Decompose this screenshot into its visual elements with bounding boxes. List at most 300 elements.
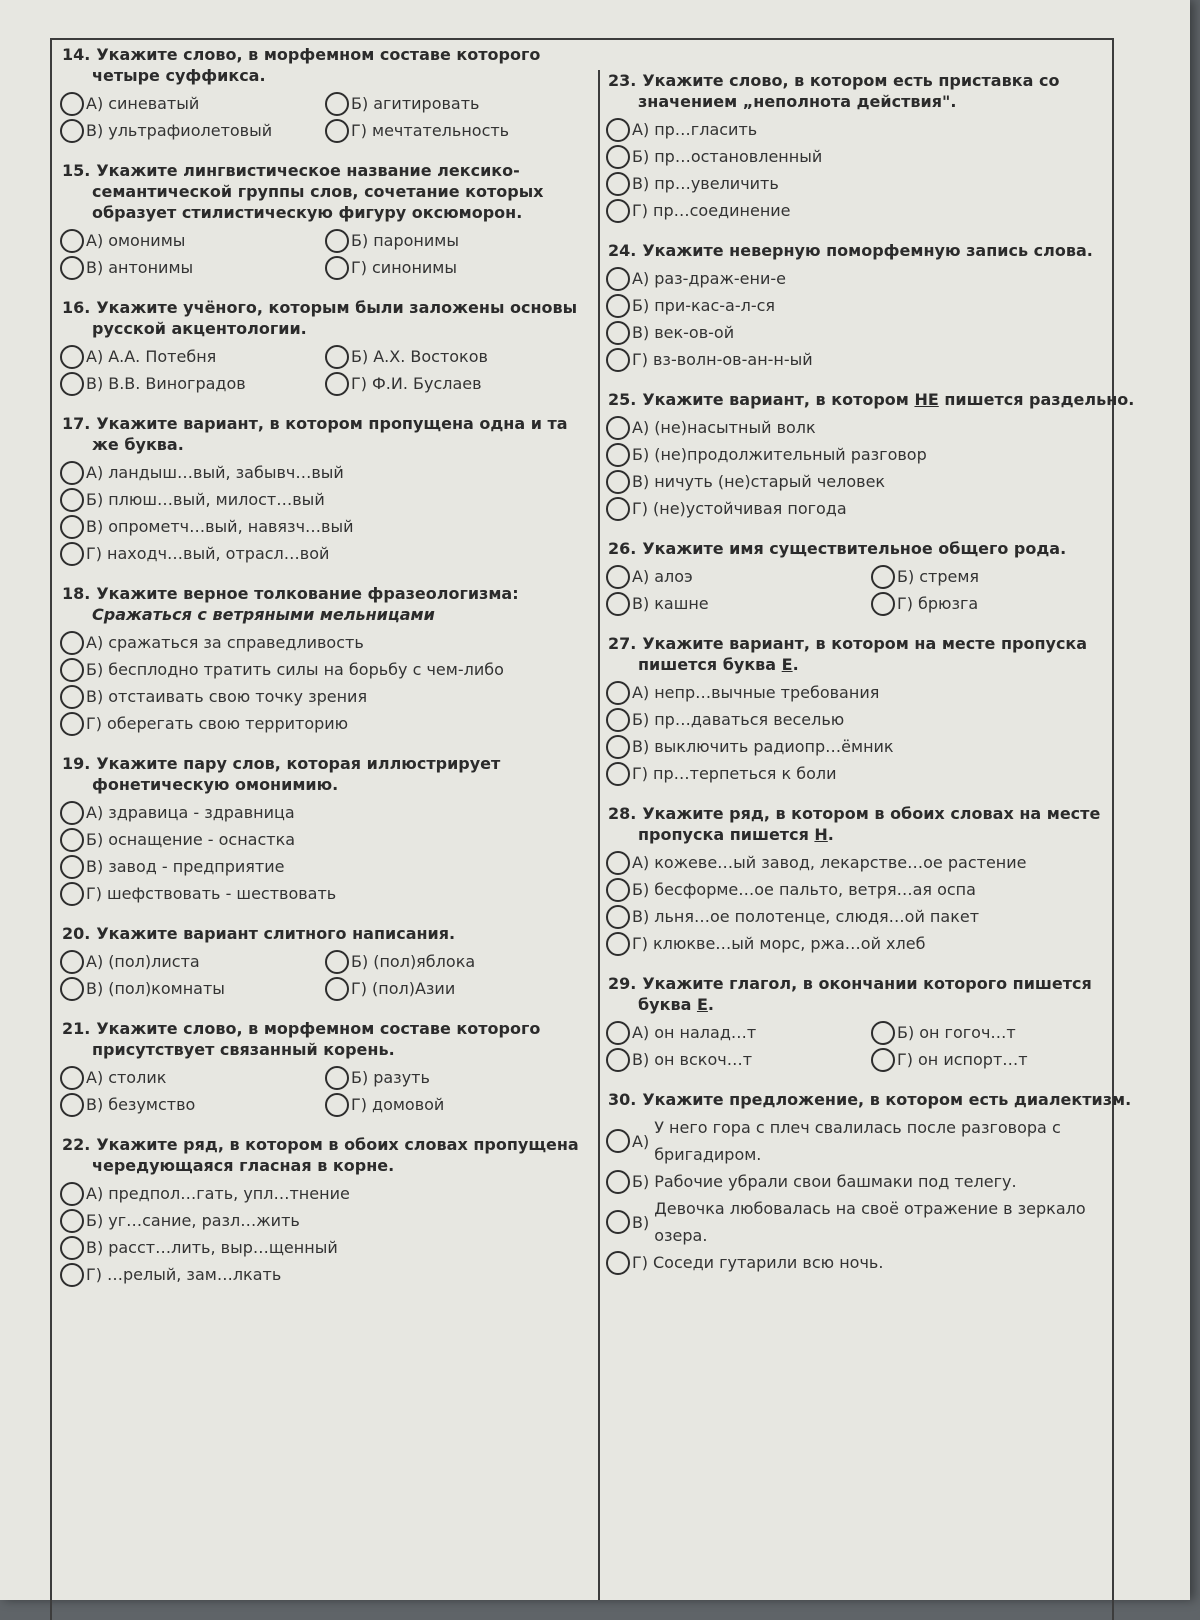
answer-option[interactable] [606,563,871,590]
answer-option[interactable] [606,116,1136,143]
question-number: 24. [608,241,637,260]
radio-circle-icon[interactable] [606,708,630,732]
question-prompt: Укажите слово, в морфемном составе которого четыре суффикса. [92,45,541,85]
radio-circle-icon[interactable] [606,470,630,494]
option-letter: В) [632,1050,650,1069]
answer-option[interactable] [325,948,590,975]
answer-option[interactable] [606,265,1136,292]
answer-option[interactable] [606,706,1136,733]
answer-option[interactable] [325,370,590,397]
option-text: выключить радиопр…ёмник [654,737,894,756]
option-text: …релый, зам…лкать [107,1265,282,1284]
radio-circle-icon[interactable] [606,1048,630,1072]
answer-option[interactable] [606,679,1136,706]
question-prompt: Укажите глагол, в окончании которого пишется буква [638,974,1092,1014]
option-text: (пол)листа [108,952,200,971]
question-29 [606,973,1136,1073]
question-prompt: Укажите неверную поморфемную запись слова. [642,241,1093,260]
question-text [60,753,590,795]
answer-option[interactable] [606,590,871,617]
radio-circle-icon[interactable] [606,348,630,372]
question-number: 16. [62,298,91,317]
option-letter: В) [86,1095,104,1114]
option-text: столик [108,1068,167,1087]
option-letter: А) [86,463,104,482]
radio-circle-icon[interactable] [60,658,84,682]
option-letter: Б) [351,231,369,250]
radio-circle-icon[interactable] [60,685,84,709]
question-text [606,389,1136,410]
question-prompt: Укажите вариант, в котором на месте пропуска пишется буква [638,634,1088,674]
radio-circle-icon[interactable] [606,1251,630,1275]
question-text [606,70,1136,112]
question-prompt: Укажите ряд, в котором в обоих словах пропущена чередующаяся гласная в корне. [92,1135,579,1175]
option-text: завод - предприятие [108,857,285,876]
radio-circle-icon[interactable] [325,229,349,253]
question-number: 20. [62,924,91,943]
answer-option[interactable] [606,1046,871,1073]
option-letter: В) [86,979,104,998]
answer-option[interactable] [60,343,325,370]
answer-option[interactable] [325,1064,590,1091]
radio-circle-icon[interactable] [60,950,84,974]
option-text: антонимы [108,258,194,277]
answer-option[interactable] [606,733,1136,760]
radio-circle-icon[interactable] [606,851,630,875]
radio-circle-icon[interactable] [606,1021,630,1045]
option-letter: Г) [897,1050,913,1069]
option-letter: А) [632,418,650,437]
radio-circle-icon[interactable] [325,256,349,280]
question-prompt: Укажите предложение, в котором есть диалектизм. [642,1090,1132,1109]
option-text: бесплодно тратить силы на борьбу с чем-либо [108,660,504,679]
option-text: (пол)комнаты [108,979,225,998]
radio-circle-icon[interactable] [60,1066,84,1090]
radio-circle-icon[interactable] [60,372,84,396]
option-letter: Г) [86,544,102,563]
question-number: 17. [62,414,91,433]
radio-circle-icon[interactable] [60,1236,84,1260]
radio-circle-icon[interactable] [325,1093,349,1117]
answer-option[interactable] [60,826,590,853]
option-text: (не)насытный волк [654,418,816,437]
option-letter: А) [86,347,104,366]
option-text: (не)продолжительный разговор [654,445,927,464]
question-text [606,803,1136,845]
option-letter: В) [86,1238,104,1257]
radio-circle-icon[interactable] [606,1210,630,1234]
option-text: (пол)Азии [372,979,456,998]
question-text [606,973,1136,1015]
option-letter: Б) [351,952,369,971]
question-prompt: Укажите вариант слитного написания. [96,924,456,943]
answer-option[interactable] [60,656,590,683]
radio-circle-icon[interactable] [60,801,84,825]
answer-option[interactable] [60,880,590,907]
radio-circle-icon[interactable] [606,267,630,291]
answer-option[interactable] [606,495,1136,522]
question-15 [60,160,590,281]
radio-circle-icon[interactable] [60,515,84,539]
radio-circle-icon[interactable] [606,681,630,705]
answer-options [606,679,1136,787]
option-text: раз-драж-ени-е [654,269,786,288]
option-letter: Б) [351,94,369,113]
question-prompt: Укажите имя существительное общего рода. [642,539,1067,558]
radio-circle-icon[interactable] [606,565,630,589]
option-letter: А) [86,1184,104,1203]
answer-option[interactable] [606,292,1136,319]
underlined-term: Н [814,825,828,844]
option-text: синеватый [108,94,200,113]
option-letter: В) [632,594,650,613]
answer-option[interactable] [871,1046,1136,1073]
question-18 [60,583,590,737]
radio-circle-icon[interactable] [60,1209,84,1233]
option-text: здравица - здравница [108,803,295,822]
radio-circle-icon[interactable] [60,828,84,852]
answer-option[interactable] [606,143,1136,170]
answer-option[interactable] [60,117,325,144]
question-number: 15. [62,161,91,180]
answer-options [60,343,590,397]
answer-option[interactable] [606,1019,871,1046]
question-20 [60,923,590,1002]
option-letter: Б) [86,1211,104,1230]
option-letter: Г) [632,201,648,220]
option-text: Соседи гутарили всю ночь. [653,1253,884,1272]
option-text: льня…ое полотенце, слюдя…ой пакет [654,907,980,926]
option-letter: А) [86,633,104,652]
answer-option[interactable] [606,903,1136,930]
answer-option[interactable] [606,414,1136,441]
option-text: мечтательность [372,121,510,140]
radio-circle-icon[interactable] [606,932,630,956]
answer-options [606,563,1136,617]
answer-option[interactable] [325,1091,590,1118]
option-text: кашне [654,594,709,613]
answer-option[interactable] [606,346,1136,373]
question-text [60,413,590,455]
option-letter: В) [86,857,104,876]
option-text: вз-волн-ов-ан-н-ый [653,350,813,369]
option-letter: Б) [351,1068,369,1087]
option-text: пр…увеличить [654,174,779,193]
option-letter: А) [632,567,650,586]
radio-circle-icon[interactable] [60,92,84,116]
question-text [60,1134,590,1176]
radio-circle-icon[interactable] [325,950,349,974]
option-letter: Б) [632,296,650,315]
option-text: пр…остановленный [654,147,823,166]
answer-option[interactable] [60,710,590,737]
answer-option[interactable] [606,319,1136,346]
left-column [60,44,590,1304]
answer-option[interactable] [60,1064,325,1091]
radio-circle-icon[interactable] [60,631,84,655]
right-column [606,70,1136,1292]
answer-option[interactable] [871,590,1136,617]
option-letter: Б) [897,1023,915,1042]
radio-circle-icon[interactable] [606,443,630,467]
radio-circle-icon[interactable] [606,497,630,521]
option-letter: Б) [632,710,650,729]
radio-circle-icon[interactable] [325,1066,349,1090]
question-prompt-end: пишется раздельно. [938,390,1135,409]
answer-option[interactable] [60,1261,590,1288]
radio-circle-icon[interactable] [871,1048,895,1072]
answer-option[interactable] [606,876,1136,903]
option-text: оберегать свою территорию [107,714,349,733]
radio-circle-icon[interactable] [606,118,630,142]
option-text: Девочка любовалась на своё отражение в зеркало озера. [654,1199,1086,1245]
option-text: пр…терпеться к боли [653,764,837,783]
option-text: агитировать [373,94,480,113]
question-prompt-end: . [792,655,799,674]
radio-circle-icon[interactable] [325,119,349,143]
radio-circle-icon[interactable] [60,1182,84,1206]
answer-options [60,629,590,737]
radio-circle-icon[interactable] [60,855,84,879]
question-number: 28. [608,804,637,823]
radio-circle-icon[interactable] [606,878,630,902]
question-prompt: Укажите вариант, в котором [642,390,915,409]
answer-option[interactable] [606,1195,1136,1249]
answer-option[interactable] [606,849,1136,876]
answer-option[interactable] [871,1019,1136,1046]
option-text: домовой [372,1095,445,1114]
question-number: 14. [62,45,91,64]
question-number: 25. [608,390,637,409]
question-30 [606,1089,1136,1276]
question-text [60,44,590,86]
question-prompt: Укажите верное толкование фразеологизма: [96,584,519,603]
answer-options [60,1064,590,1118]
option-text: Рабочие убрали свои башмаки под телегу. [654,1172,1017,1191]
answer-option[interactable] [606,197,1136,224]
answer-option[interactable] [325,254,590,281]
column-divider [598,70,600,1600]
answer-options [60,90,590,144]
question-number: 29. [608,974,637,993]
radio-circle-icon[interactable] [606,735,630,759]
answer-option[interactable] [606,468,1136,495]
option-letter: Б) [632,880,650,899]
radio-circle-icon[interactable] [606,592,630,616]
radio-circle-icon[interactable] [871,1021,895,1045]
question-number: 22. [62,1135,91,1154]
option-letter: Г) [351,121,367,140]
question-19 [60,753,590,907]
option-text: омонимы [108,231,186,250]
option-text: паронимы [373,231,459,250]
question-text [606,240,1136,261]
option-text: плюш…вый, милост…вый [108,490,325,509]
radio-circle-icon[interactable] [606,294,630,318]
answer-option[interactable] [325,90,590,117]
option-letter: А) [86,1068,104,1087]
question-text [60,297,590,339]
answer-option[interactable] [606,1114,1136,1168]
answer-option[interactable] [606,441,1136,468]
option-letter: Б) [897,567,915,586]
option-text: шефствовать - шествовать [107,884,337,903]
radio-circle-icon[interactable] [606,416,630,440]
option-letter: Г) [351,258,367,277]
option-text: ультрафиолетовый [108,121,273,140]
answer-option[interactable] [606,170,1136,197]
radio-circle-icon[interactable] [606,145,630,169]
radio-circle-icon[interactable] [60,542,84,566]
radio-circle-icon[interactable] [60,119,84,143]
underlined-term: НЕ [914,390,939,409]
option-letter: В) [632,472,650,491]
answer-option[interactable] [60,459,590,486]
answer-option[interactable] [60,948,325,975]
radio-circle-icon[interactable] [606,321,630,345]
option-letter: Б) [351,347,369,366]
option-text: А.Х. Востоков [373,347,488,366]
answer-option[interactable] [60,799,590,826]
answer-option[interactable] [60,540,590,567]
option-text: пр…соединение [653,201,791,220]
answer-option[interactable] [60,90,325,117]
question-24 [606,240,1136,373]
radio-circle-icon[interactable] [60,1263,84,1287]
question-22 [60,1134,590,1288]
option-text: клюкве…ый морс, ржа…ой хлеб [653,934,926,953]
answer-option[interactable] [60,1180,590,1207]
radio-circle-icon[interactable] [60,345,84,369]
option-letter: А) [86,803,104,822]
option-text: он испорт…т [918,1050,1028,1069]
option-letter: А) [86,94,104,113]
answer-option[interactable] [60,227,325,254]
radio-circle-icon[interactable] [606,1129,630,1153]
option-letter: Г) [897,594,913,613]
option-text: кожеве…ый завод, лекарстве…ое растение [654,853,1027,872]
option-letter: Б) [86,830,104,849]
question-text [606,1089,1136,1110]
answer-option[interactable] [60,370,325,397]
answer-option[interactable] [60,683,590,710]
radio-circle-icon[interactable] [60,1093,84,1117]
answer-option[interactable] [325,227,590,254]
option-text: бесформе…ое пальто, ветря…ая оспа [654,880,976,899]
question-14 [60,44,590,144]
option-letter: Г) [351,1095,367,1114]
answer-option[interactable] [60,486,590,513]
option-text: стремя [919,567,980,586]
answer-option[interactable] [60,853,590,880]
answer-options [606,414,1136,522]
answer-option[interactable] [606,1249,1136,1276]
radio-circle-icon[interactable] [60,488,84,512]
radio-circle-icon[interactable] [325,92,349,116]
question-text [60,160,590,223]
option-letter: В) [86,121,104,140]
answer-options [60,227,590,281]
radio-circle-icon[interactable] [60,712,84,736]
option-text: расст…лить, выр…щенный [108,1238,338,1257]
option-letter: А) [632,120,650,139]
answer-option[interactable] [871,563,1136,590]
answer-option[interactable] [60,254,325,281]
answer-option[interactable] [60,513,590,540]
radio-circle-icon[interactable] [60,882,84,906]
radio-circle-icon[interactable] [60,461,84,485]
radio-circle-icon[interactable] [60,977,84,1001]
answer-option[interactable] [60,1234,590,1261]
radio-circle-icon[interactable] [60,229,84,253]
answer-option[interactable] [325,975,590,1002]
question-28 [606,803,1136,957]
radio-circle-icon[interactable] [606,172,630,196]
answer-option[interactable] [60,975,325,1002]
radio-circle-icon[interactable] [606,199,630,223]
answer-option[interactable] [606,930,1136,957]
option-text: Ф.И. Буслаев [372,374,482,393]
answer-option[interactable] [325,117,590,144]
option-letter: Г) [351,374,367,393]
answer-option[interactable] [606,760,1136,787]
answer-options [606,849,1136,957]
option-text: он гогоч…т [919,1023,1016,1042]
option-letter: Г) [632,764,648,783]
option-letter: В) [86,517,104,536]
answer-option[interactable] [60,1207,590,1234]
question-number: 23. [608,71,637,90]
radio-circle-icon[interactable] [325,372,349,396]
option-letter: В) [632,174,650,193]
answer-options [606,265,1136,373]
answer-option[interactable] [325,343,590,370]
question-text [60,923,590,944]
option-text: опрометч…вый, навязч…вый [108,517,354,536]
question-prompt: Укажите слово, в морфемном составе которого присутствует связанный корень. [92,1019,541,1059]
question-number: 26. [608,539,637,558]
radio-circle-icon[interactable] [606,762,630,786]
radio-circle-icon[interactable] [325,977,349,1001]
question-number: 18. [62,584,91,603]
option-letter: А) [632,269,650,288]
question-prompt: Укажите ряд, в котором в обоих словах на месте пропуска пишется [638,804,1101,844]
question-prompt: Укажите лингвистическое название лексико-семантической группы слов, сочетание которых образует стилистическую фигуру оксюморон. [92,161,544,222]
answer-option[interactable] [60,1091,325,1118]
option-letter: Б) [632,445,650,464]
radio-circle-icon[interactable] [871,565,895,589]
option-letter: А) [632,853,650,872]
option-letter: Б) [632,147,650,166]
radio-circle-icon[interactable] [606,905,630,929]
option-letter: Г) [86,714,102,733]
question-17 [60,413,590,567]
radio-circle-icon[interactable] [606,1170,630,1194]
answer-options [60,948,590,1002]
question-25 [606,389,1136,522]
option-text: сражаться за справедливость [108,633,364,652]
question-text [60,1018,590,1060]
radio-circle-icon[interactable] [871,592,895,616]
radio-circle-icon[interactable] [325,345,349,369]
radio-circle-icon[interactable] [60,256,84,280]
answer-option[interactable] [606,1168,1136,1195]
option-letter: Г) [86,884,102,903]
option-letter: Г) [632,934,648,953]
answer-option[interactable] [60,629,590,656]
option-text: предпол…гать, упл…тнение [108,1184,350,1203]
option-text: В.В. Виноградов [108,374,246,393]
